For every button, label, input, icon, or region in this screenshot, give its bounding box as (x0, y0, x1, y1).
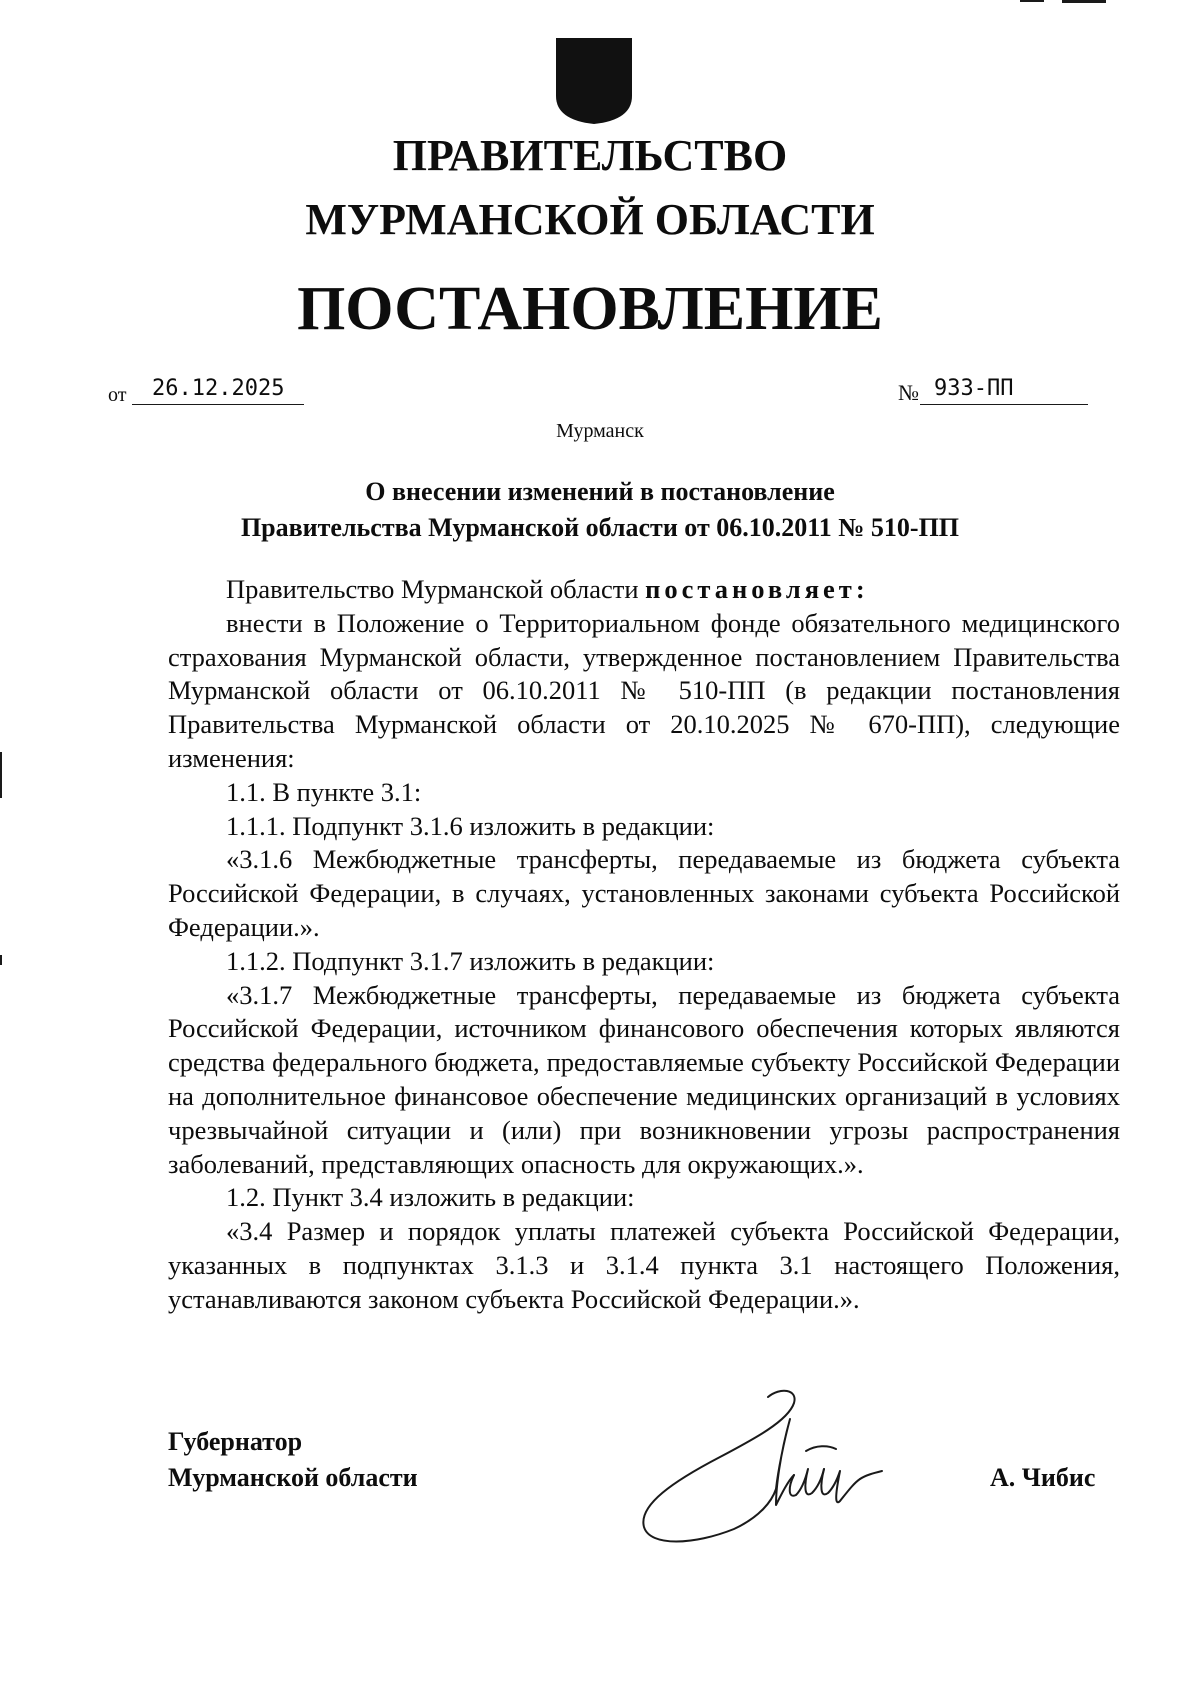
document-body (168, 573, 1120, 1317)
organization-title-line2: МУРМАНСКОЙ ОБЛАСТИ (305, 195, 875, 244)
body-paragraph: 1.2. Пункт 3.4 изложить в редакции: (226, 1182, 635, 1213)
number-prefix: № (898, 380, 919, 405)
body-paragraph: 1.1.1. Подпункт 3.1.6 изложить в редакции: (226, 810, 715, 841)
coat-of-arms-icon (554, 36, 634, 126)
date-prefix: от (108, 384, 127, 406)
body-intro (168, 573, 1120, 607)
body-paragraph: «3.4 Размер и порядок уплаты платежей субъекта Российской Федерации, указанных в подпунктах 3.1.3 и 3.1.4 пункта 3.1 настоящего Положения, устанавливаются законом субъекта Российской Федерации.». (168, 1216, 1120, 1314)
document-place: Мурманск (556, 420, 644, 442)
subject-line2: Правительства Мурманской области от 06.10.2011 № 510-ПП (240, 513, 960, 542)
document-subject (150, 474, 1050, 546)
body-paragraph: 1.1.2. Подпункт 3.1.7 изложить в редакции: (226, 945, 715, 976)
handwritten-signature-icon (630, 1385, 890, 1555)
organization-title-line1: ПРАВИТЕЛЬСТВО (392, 131, 788, 180)
document-type: ПОСТАНОВЛЕНИЕ (297, 275, 883, 343)
signatory-name: А. Чибис (990, 1463, 1096, 1492)
intro-text: Правительство Мурманской области (226, 574, 639, 604)
body-paragraph: «3.1.6 Межбюджетные трансферты, передаваемые из бюджета субъекта Российской Федерации, в случаях, установленных законами субъекта Российской Федерации.». (168, 844, 1120, 942)
scan-edge-mark (1020, 0, 1044, 2)
scan-edge-mark (0, 955, 2, 965)
organization-title (150, 124, 1030, 252)
scan-edge-mark (1062, 0, 1106, 3)
decree-verb: постановляет: (645, 574, 869, 604)
body-paragraph: 1.1. В пункте 3.1: (226, 776, 422, 807)
signatory-title-line2: Мурманской области (168, 1463, 418, 1492)
body-paragraph: «3.1.7 Межбюджетные трансферты, передаваемые из бюджета субъекта Российской Федерации, источником финансового обеспечения которых являются средства федерального бюджета, предоставляемые субъекту Российской Федерации на дополнительное финансовое обеспечение медицинских организаций в условиях чрезвычайной ситуации и (или) при возникновении угрозы распространения заболеваний, представляющих опасность для окружающих.». (168, 979, 1120, 1179)
subject-line1: О внесении изменений в постановление (365, 477, 835, 506)
scan-edge-mark (0, 752, 2, 798)
document-meta (0, 373, 1200, 413)
signatory-title-line1: Губернатор (168, 1427, 303, 1456)
document-date: 26.12.2025 (132, 373, 304, 405)
signatory-title (168, 1424, 568, 1496)
body-paragraph: внести в Положение о Территориальном фонде обязательного медицинского страхования Мурманской области, утвержденное постановлением Правительства Мурманской области от 06.10.2011 № 510-ПП (в редакции постановления Правительства Мурманской области от 20.10.2025 № 670-ПП), следующие изменения: (168, 607, 1120, 773)
document-number: 933-ПП (920, 373, 1088, 405)
